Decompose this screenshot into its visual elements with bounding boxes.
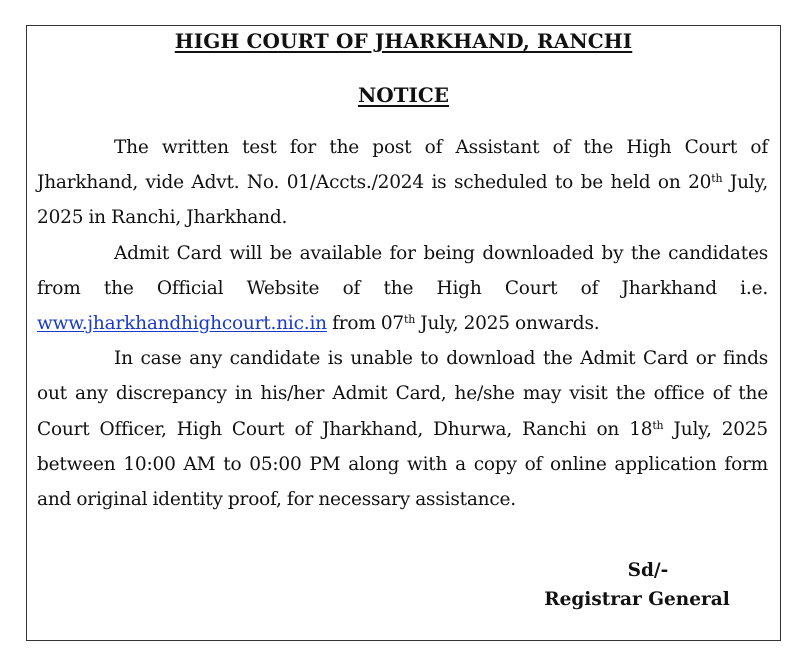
paragraph-exam-schedule xyxy=(37,130,768,236)
para2-text-end: July, 2025 onwards. xyxy=(415,313,600,335)
notice-document xyxy=(26,25,781,641)
signature-sd: Sd/- xyxy=(627,560,669,581)
para3-text-end: July, 2025 between 10:00 AM to 05:00 PM along with a copy of online application form and original identity proof, for necessary assistance. xyxy=(37,418,768,511)
notice-heading: NOTICE xyxy=(357,83,450,107)
para2-text: Admit Card will be available for being downloaded by the candidates from the Official Website of the High Court of Jharkhand i.e. xyxy=(37,242,768,299)
court-title: HIGH COURT OF JHARKHAND, RANCHI xyxy=(174,29,633,53)
paragraph-admit-card xyxy=(37,236,768,342)
para3-ordinal-suffix: th xyxy=(652,418,664,432)
para2-ordinal-suffix: th xyxy=(403,313,416,327)
para1-text-end: July, 2025 in Ranchi, Jharkhand. xyxy=(37,172,769,229)
website-link[interactable]: www.jharkhandhighcourt.nic.in xyxy=(37,313,327,335)
notice-body xyxy=(37,130,768,517)
paragraph-discrepancy xyxy=(37,341,768,517)
para1-ordinal-suffix: th xyxy=(711,172,723,186)
signatory-designation: Registrar General xyxy=(544,589,730,610)
para2-text-mid: from 07 xyxy=(326,313,404,335)
signature-block xyxy=(517,556,757,614)
para3-text: In case any candidate is unable to download the Admit Card or finds out any discrepancy in his/her Admit Card, he/she may visit the office of the Court Officer, High Court of Jharkhand, Dhurwa, Ranchi on 18 xyxy=(37,348,768,440)
para1-text: The written test for the post of Assistant of the High Court of Jharkhand, vide Advt. No. 01/Accts./2024 is scheduled to be held on 20 xyxy=(37,137,768,194)
